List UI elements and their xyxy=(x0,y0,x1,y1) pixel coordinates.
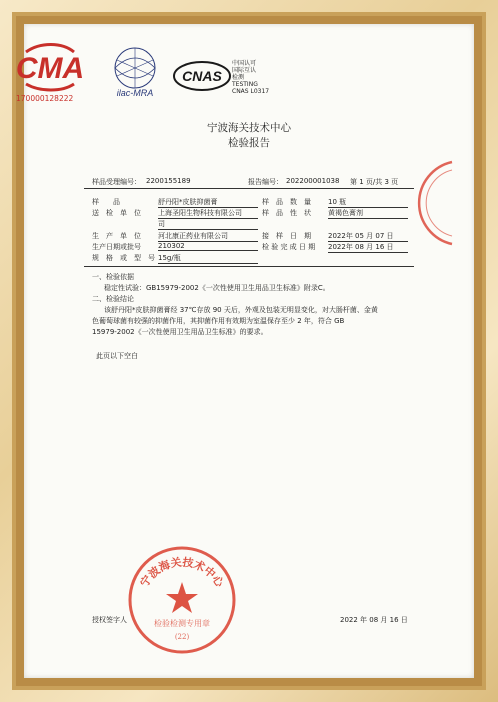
receive-date-label: 接 样 日 期 xyxy=(262,232,311,240)
svg-text:CMA: CMA xyxy=(15,52,85,85)
cnas-line-4: TESTING xyxy=(232,81,258,88)
signer-label: 授权签字人 xyxy=(92,616,127,624)
report-title: 检验报告 xyxy=(228,137,270,149)
batch: 210302 xyxy=(158,242,258,251)
submitter: 上海圣阳生物科技有限公司 xyxy=(158,208,258,219)
cnas-logo-icon xyxy=(172,60,232,92)
page-info: 第 1 页/共 3 页 xyxy=(350,178,399,186)
report-no-label: 报告编号： xyxy=(248,178,283,186)
batch-label: 生产日期或批号 xyxy=(92,243,141,251)
finish-date: 2022年 08 月 16 日 xyxy=(328,242,408,253)
conclusion-heading: 二、检验结论 xyxy=(92,295,134,303)
cnas-label xyxy=(232,60,269,95)
cnas-line-1: 中国认可 xyxy=(232,60,257,67)
acceptance-no: 2200155189 xyxy=(146,177,191,185)
receive-date: 2022年 05 月 07 日 xyxy=(328,231,408,242)
stamp-code: (22) xyxy=(174,633,190,641)
seam-stamp-icon xyxy=(408,158,452,248)
basis-text: 稳定性试验：GB15979-2002《一次性使用卫生用品卫生标准》附录C。 xyxy=(104,284,330,292)
sample-name: 舒丹阳*皮肤抑菌膏 xyxy=(158,197,258,208)
cnas-line-3: 检测 xyxy=(232,74,245,81)
ilac-mra-logo-icon xyxy=(100,44,170,98)
quantity: 10 瓶 xyxy=(328,197,408,208)
sample-name-label: 样 品 xyxy=(92,198,120,206)
submitter-label: 送 检 单 位 xyxy=(92,209,141,217)
conclusion-line-2: 色葡萄球菌有较强的抑菌作用，其抑菌作用有效期为室温保存至少 2 年，符合 GB xyxy=(92,317,345,325)
header-divider xyxy=(84,188,414,189)
acceptance-no-label: 样品受理编号： xyxy=(92,178,141,186)
report-no: 202200001038 xyxy=(286,177,340,185)
property-label: 样 品 性 状 xyxy=(262,209,311,217)
cnas-line-2: 国际互认 xyxy=(232,67,257,74)
property: 黄褐色膏剂 xyxy=(328,208,408,219)
quantity-label: 样 品 数 量 xyxy=(262,198,311,206)
cnas-text: CNAS xyxy=(182,68,222,84)
finish-date-label: 检 验 完 成 日 期 xyxy=(262,243,316,251)
manufacturer: 河北康正药业有限公司 xyxy=(158,231,258,242)
blank-note: 此页以下空白 xyxy=(96,352,138,360)
manufacturer-label: 生 产 单 位 xyxy=(92,232,141,240)
submitter-cont: 司 xyxy=(158,219,258,230)
stamp-ring-text: 宁波海关技术中心 xyxy=(137,555,227,590)
signed-date: 2022 年 08 月 16 日 xyxy=(340,616,408,624)
ilac-text: ilac-MRA xyxy=(116,88,154,98)
cma-number: 170000128222 xyxy=(16,94,74,103)
conclusion-line-1: 该舒丹阳*皮肤抑菌膏经 37℃存放 90 天后，外观及包装无明显变化，对大肠杆菌、金黄 xyxy=(104,306,378,314)
cnas-line-5: CNAS L0317 xyxy=(232,88,270,95)
conclusion-line-3: 15979-2002《一次性使用卫生用品卫生标准》的要求。 xyxy=(92,328,268,336)
spec-label: 规 格 或 型 号 xyxy=(92,254,155,262)
org-name: 宁波海关技术中心 xyxy=(207,122,291,134)
basis-heading: 一、检验依据 xyxy=(92,273,134,281)
spec: 15g/瓶 xyxy=(158,253,258,264)
fields-divider xyxy=(84,266,414,267)
stamp-inner-text: 检验检测专用章 xyxy=(154,619,210,628)
cma-logo-icon xyxy=(15,42,85,92)
official-stamp-icon xyxy=(126,544,238,656)
